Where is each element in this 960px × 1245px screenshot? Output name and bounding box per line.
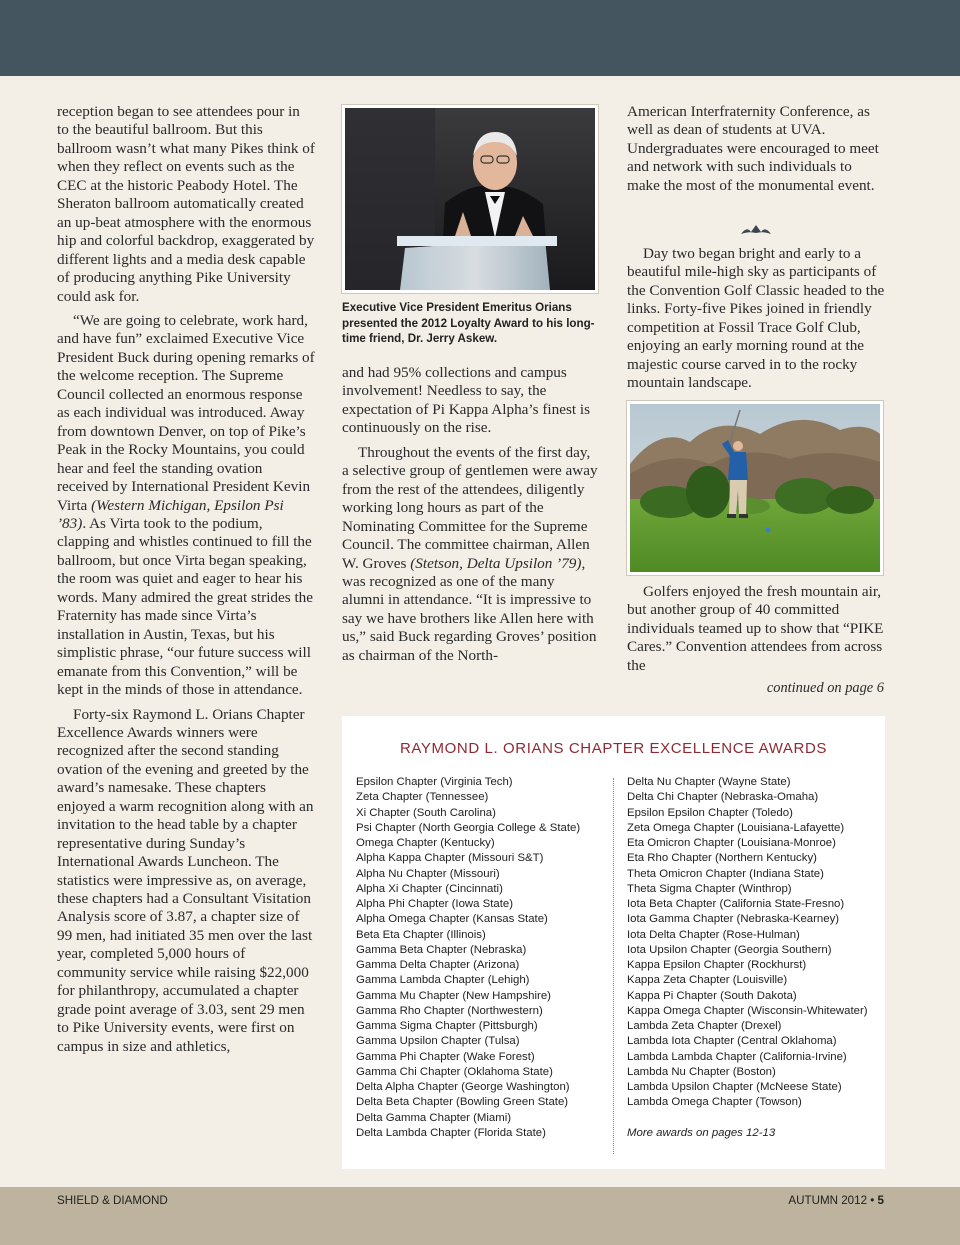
award-list-item: Kappa Zeta Chapter (Louisville) bbox=[627, 974, 788, 987]
golfer-photo bbox=[627, 401, 883, 575]
award-list-item: Gamma Phi Chapter (Wake Forest) bbox=[356, 1050, 535, 1063]
award-list-item: Zeta Omega Chapter (Louisiana-Lafayette) bbox=[627, 821, 845, 834]
award-list-item: Gamma Lambda Chapter (Lehigh) bbox=[356, 974, 530, 987]
award-list-item: Alpha Xi Chapter (Cincinnati) bbox=[356, 882, 503, 895]
article-column-2 bbox=[342, 364, 598, 665]
award-list-item: Lambda Nu Chapter (Boston) bbox=[627, 1065, 776, 1078]
award-list-item: Theta Sigma Chapter (Winthrop) bbox=[627, 882, 792, 895]
speaker-photo bbox=[342, 105, 598, 293]
awards-box bbox=[342, 716, 885, 1169]
award-list-item: Eta Rho Chapter (Northern Kentucky) bbox=[627, 852, 817, 865]
body-text: Throughout the events of the first day, a selective group of gentlemen were away from the rest of the attendees, diligently working long hours as part of the Nominating Committee for the Supreme Council. The committee chairman, Allen W. Groves bbox=[342, 443, 598, 572]
award-list-item: Delta Alpha Chapter (George Washington) bbox=[356, 1081, 570, 1093]
photo-caption: Executive Vice President Emeritus Orians presented the 2012 Loyalty Award to his long-time friend, Dr. Jerry Askew. bbox=[342, 301, 595, 345]
article-column-1 bbox=[57, 103, 315, 1056]
award-list-item: Iota Upsilon Chapter (Georgia Southern) bbox=[627, 943, 832, 956]
award-list-item: Delta Lambda Chapter (Florida State) bbox=[356, 1126, 546, 1139]
award-list-item: Gamma Beta Chapter (Nebraska) bbox=[356, 943, 527, 956]
body-text: , was recognized as one of the many alumni in attendance. “It is impressive to say we have brothers like Allen here with us,” said Buck regarding Groves’ position as chairman of the North- bbox=[342, 554, 597, 664]
award-list-item: Theta Omicron Chapter (Indiana State) bbox=[627, 867, 824, 880]
issue-label: AUTUMN 2012 • bbox=[788, 1194, 875, 1207]
award-list-item: Lambda Upsilon Chapter (McNeese State) bbox=[627, 1081, 842, 1093]
more-awards-note: More awards on pages 12-13 bbox=[627, 1127, 776, 1139]
award-list-item: Iota Beta Chapter (California State-Fresno) bbox=[627, 898, 845, 910]
award-list-item: Lambda Zeta Chapter (Drexel) bbox=[627, 1020, 782, 1032]
award-list-item: Xi Chapter (South Carolina) bbox=[356, 806, 496, 819]
award-list-item: Iota Delta Chapter (Rose-Hulman) bbox=[627, 928, 800, 941]
body-paragraph bbox=[342, 444, 598, 665]
issue-info bbox=[788, 1194, 884, 1207]
award-list-item: Gamma Chi Chapter (Oklahoma State) bbox=[356, 1065, 553, 1078]
award-list-item: Lambda Omega Chapter (Towson) bbox=[627, 1096, 802, 1109]
award-list-item: Psi Chapter (North Georgia College & State) bbox=[356, 821, 581, 834]
page-footer bbox=[0, 1187, 960, 1245]
award-list-item: Delta Beta Chapter (Bowling Green State) bbox=[356, 1096, 569, 1109]
award-list-item: Alpha Kappa Chapter (Missouri S&T) bbox=[356, 852, 544, 865]
award-list-item: Kappa Omega Chapter (Wisconsin-Whitewater) bbox=[627, 1004, 868, 1017]
award-list-item: Lambda Iota Chapter (Central Oklahoma) bbox=[627, 1035, 837, 1048]
awards-list-right bbox=[627, 775, 868, 1111]
body-text: . As Virta took to the podium, clapping and whistles continued to fill the ballroom, but once Virta began speaking, the room was quiet and eager to hear his words. Many admired the great strides the Fraternity has made since Virta’s installation in Austin, Texas, but his simplistic phrase, “our future success will emanate from this Convention,” will be kept in the minds of those in attendance. bbox=[57, 514, 314, 699]
header-bar bbox=[0, 0, 960, 76]
article-column-3-bottom bbox=[627, 583, 885, 675]
award-list-item: Gamma Mu Chapter (New Hampshire) bbox=[356, 989, 551, 1002]
award-list-item: Epsilon Epsilon Chapter (Toledo) bbox=[627, 806, 793, 819]
award-list-item: Lambda Lambda Chapter (California-Irvine) bbox=[627, 1050, 847, 1063]
italic-affiliation: (Western Michigan, Epsilon Psi ’83) bbox=[57, 496, 284, 532]
award-list-item: Delta Nu Chapter (Wayne State) bbox=[627, 776, 791, 788]
article-column-3 bbox=[627, 103, 885, 195]
body-paragraph: Forty-six Raymond L. Orians Chapter Excellence Awards winners were recognized after the second standing ovation of the evening and greeted by the award’s namesake. These chapters enjoyed a warm recognition along with an invitation to the head table by a chapter representative during Sunday’s International Awards Luncheon. The statistics were impressive as, on average, these chapters had a Consultant Visitation Analysis score of 3.87, a chapter size of 99 men, had initiated 35 men over the last year, completed 5,000 hours of community service while raising $22,000 for philanthropy, accumulated a chapter grade point average of 3.03, sent 29 men to Pike University events, were first on campus in size and athletics, bbox=[57, 705, 314, 1055]
award-list-item: Eta Omicron Chapter (Louisiana-Monroe) bbox=[627, 837, 836, 849]
award-list-item: Beta Eta Chapter (Illinois) bbox=[356, 928, 486, 941]
award-list-item: Iota Gamma Chapter (Nebraska-Kearney) bbox=[627, 913, 840, 926]
award-list-item: Gamma Sigma Chapter (Pittsburgh) bbox=[356, 1020, 538, 1032]
body-paragraph: reception began to see attendees pour in to the beautiful ballroom. But this ballroom wasn’t what many Pikes think of when they reflect on events such as the CEC at the historic Peabody Hotel. The Sheraton ballroom automatically created an up-beat atmosphere with the enormous hip and colorful backdrop, exaggerated by different lights and a media desk capable of producing anything Pike University could ask for. bbox=[57, 103, 315, 305]
award-list-item: Kappa Pi Chapter (South Dakota) bbox=[627, 989, 797, 1002]
awards-title: RAYMOND L. ORIANS CHAPTER EXCELLENCE AWARDS bbox=[400, 740, 827, 757]
award-list-item: Omega Chapter (Kentucky) bbox=[356, 837, 495, 849]
column-divider bbox=[613, 778, 614, 1154]
body-paragraph: American Interfraternity Conference, as well as dean of students at UVA. Undergraduates were encouraged to meet and network with such individuals to make the most of the monumental event. bbox=[627, 103, 879, 194]
award-list-item: Kappa Epsilon Chapter (Rockhurst) bbox=[627, 959, 807, 971]
article-column-3-continued bbox=[627, 245, 885, 393]
publication-name: SHIELD & DIAMOND bbox=[57, 1194, 168, 1207]
body-text: “We are going to celebrate, work hard, and have fun” exclaimed Executive Vice President Buck during opening remarks of the welcome reception. The Supreme Council collected an enormous response as each individual was introduced. Away from downtown Denver, on top of Pike’s Peak in the Rocky Mountains, you could hear and feel the standing ovation received by International President Kevin Virta bbox=[57, 311, 315, 514]
award-list-item: Delta Gamma Chapter (Miami) bbox=[356, 1111, 512, 1124]
body-paragraph: Day two began bright and early to a beautiful mile-high sky as participants of the Convention Golf Classic headed to the links. Forty-five Pikes joined in friendly competition at Fossil Trace Golf Club, enjoying an early morning round at the majestic course carved in to the rocky mountain landscape. bbox=[627, 245, 885, 392]
speaker-image bbox=[345, 108, 595, 290]
body-paragraph: and had 95% collections and campus involvement! Needless to say, the expectation of Pi Kappa Alpha’s finest is continuously on the rise. bbox=[342, 364, 591, 437]
award-list-item: Alpha Omega Chapter (Kansas State) bbox=[356, 913, 548, 926]
body-paragraph bbox=[57, 312, 315, 700]
body-paragraph: Golfers enjoyed the fresh mountain air, but another group of 40 committed individuals teamed up to show that “PIKE Cares.” Convention attendees from across the bbox=[627, 583, 884, 674]
page-number: 5 bbox=[877, 1194, 884, 1207]
award-list-item: Alpha Nu Chapter (Missouri) bbox=[356, 867, 500, 880]
award-list-item: Zeta Chapter (Tennessee) bbox=[356, 791, 489, 804]
award-list-item: Epsilon Chapter (Virginia Tech) bbox=[356, 776, 513, 788]
award-list-item: Gamma Rho Chapter (Northwestern) bbox=[356, 1004, 543, 1017]
golfer-image bbox=[630, 404, 880, 572]
continued-note: continued on page 6 bbox=[766, 680, 884, 696]
award-list-item: Alpha Phi Chapter (Iowa State) bbox=[356, 898, 514, 910]
awards-list-left bbox=[356, 775, 580, 1141]
award-list-item: Gamma Upsilon Chapter (Tulsa) bbox=[356, 1035, 520, 1048]
ornament-icon bbox=[741, 224, 771, 236]
award-list-item: Delta Chi Chapter (Nebraska-Omaha) bbox=[627, 791, 819, 804]
award-list-item: Gamma Delta Chapter (Arizona) bbox=[356, 959, 520, 971]
italic-affiliation: (Stetson, Delta Upsilon ’79) bbox=[410, 554, 582, 572]
